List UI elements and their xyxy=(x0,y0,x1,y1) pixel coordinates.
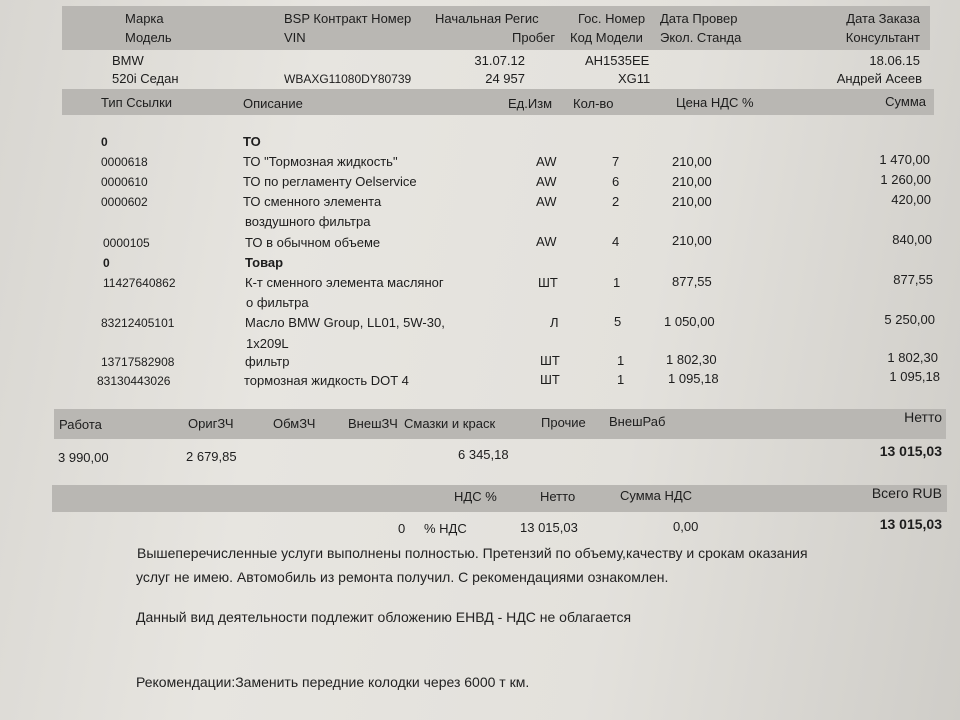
vehicle-model: 520i Седан xyxy=(112,71,179,86)
totals-smaz-value: 6 345,18 xyxy=(458,447,509,462)
totals-vneshrab-label: ВнешРаб xyxy=(609,414,666,429)
order-date: 18.06.15 xyxy=(869,53,920,68)
item-unit: AW xyxy=(536,174,557,189)
model-code-label: Код Модели xyxy=(570,30,643,45)
col-unit: Ед.Изм xyxy=(508,96,553,111)
item-price: 210,00 xyxy=(672,233,712,248)
item-unit: AW xyxy=(536,154,557,169)
item-unit: AW xyxy=(536,194,557,209)
item-desc-cont: о фильтра xyxy=(246,295,309,310)
statement-line-1: Вышеперечисленные услуги выполнены полностью. Претензий по объему,качеству и срокам оказания xyxy=(137,545,808,561)
totals-orig-label: ОригЗЧ xyxy=(188,416,234,431)
item-desc: К-т сменного элемента масляног xyxy=(245,275,444,290)
vat-total-label: Всего RUB xyxy=(871,485,942,501)
brand-label: Марка xyxy=(125,11,164,26)
consultant-name: Андрей Асеев xyxy=(836,71,922,86)
item-desc: ТО "Тормозная жидкость" xyxy=(243,154,398,169)
item-ref: 0000618 xyxy=(101,155,148,169)
vin-label: VIN xyxy=(284,30,306,45)
order-date-label: Дата Заказа xyxy=(846,11,920,26)
item-sum: 1 095,18 xyxy=(889,369,940,384)
item-unit: ШТ xyxy=(540,372,560,387)
col-sum: Сумма xyxy=(885,94,926,109)
item-price: 1 095,18 xyxy=(668,371,719,386)
item-price: 877,55 xyxy=(672,274,712,289)
item-sum: 840,00 xyxy=(892,232,932,247)
item-desc: Масло BMW Group, LL01, 5W-30, xyxy=(245,315,445,330)
totals-obm-label: ОбмЗЧ xyxy=(273,416,316,431)
col-qty: Кол-во xyxy=(573,96,614,111)
item-qty: 2 xyxy=(612,194,620,209)
item-sum: 1 260,00 xyxy=(880,172,931,187)
item-ref: 13717582908 xyxy=(101,355,175,369)
vat-pct-label: НДС % xyxy=(454,489,497,504)
eco-label: Экол. Станда xyxy=(660,30,742,45)
item-qty: 5 xyxy=(614,314,622,329)
item-price: 1 802,30 xyxy=(666,352,717,367)
item-desc: Товар xyxy=(245,255,284,270)
item-qty: 1 xyxy=(617,372,625,387)
totals-netto-value: 13 015,03 xyxy=(879,443,942,459)
item-sum: 420,00 xyxy=(891,192,931,207)
item-desc: ТО сменного элемента xyxy=(243,194,382,209)
totals-netto-label: Нетто xyxy=(904,409,942,425)
item-desc: ТО по регламенту Oelservice xyxy=(243,174,417,189)
item-price: 210,00 xyxy=(672,154,712,169)
item-ref: 0000610 xyxy=(101,175,148,189)
col-ref-type: Тип Ссылки xyxy=(101,95,173,110)
vehicle-plate: АН1535ЕЕ xyxy=(585,53,650,68)
totals-proch-label: Прочие xyxy=(541,415,586,430)
item-unit: AW xyxy=(536,234,557,249)
item-unit: Л xyxy=(550,315,559,330)
consultant-label: Консультант xyxy=(845,30,920,45)
tax-note: Данный вид деятельности подлежит обложению ЕНВД - НДС не облагается xyxy=(136,609,632,625)
plate-label: Гос. Номер xyxy=(578,11,646,26)
item-qty: 7 xyxy=(612,154,620,169)
totals-vnesh-label: ВнешЗЧ xyxy=(348,416,398,431)
item-sum: 1 470,00 xyxy=(879,152,930,167)
vehicle-first-reg: 31.07.12 xyxy=(474,53,525,68)
mileage-label: Пробег xyxy=(512,30,556,45)
item-price: 210,00 xyxy=(672,194,712,209)
vat-netto-label: Нетто xyxy=(540,489,576,504)
vehicle-vin: WBAXG11080DY80739 xyxy=(284,72,412,86)
item-ref: 0 xyxy=(103,256,110,270)
item-qty: 6 xyxy=(612,174,620,189)
first-reg-label: Начальная Регис xyxy=(435,11,539,26)
bsp-label: BSP Контракт Номер xyxy=(284,11,412,26)
item-desc: фильтр xyxy=(245,354,290,369)
vat-pct-value: 0 xyxy=(398,521,406,536)
item-desc: ТО xyxy=(243,134,261,149)
item-ref: 11427640862 xyxy=(103,276,176,290)
item-ref: 0000602 xyxy=(101,195,148,209)
col-price-vat: Цена НДС % xyxy=(676,95,754,110)
item-desc: тормозная жидкость DOT 4 xyxy=(244,373,409,388)
item-ref: 0 xyxy=(101,135,108,149)
vat-header-band xyxy=(52,485,947,512)
item-sum: 877,55 xyxy=(893,272,933,287)
vat-netto-value: 13 015,03 xyxy=(520,520,578,535)
totals-work-label: Работа xyxy=(59,417,102,432)
item-unit: ШТ xyxy=(538,275,558,290)
recommendation: Рекомендации:Заменить передние колодки через 6000 т км. xyxy=(136,674,530,690)
vehicle-brand: BMW xyxy=(112,53,144,68)
item-price: 210,00 xyxy=(672,174,712,189)
col-description: Описание xyxy=(243,96,303,111)
totals-orig-value: 2 679,85 xyxy=(186,449,237,464)
item-sum: 5 250,00 xyxy=(884,312,935,327)
item-ref: 83212405101 xyxy=(101,316,175,330)
item-ref: 0000105 xyxy=(103,236,150,250)
statement-line-2: услуг не имею. Автомобиль из ремонта получил. С рекомендациями ознакомлен. xyxy=(136,569,669,585)
inspection-label: Дата Провер xyxy=(660,11,738,26)
item-desc-cont: воздушного фильтра xyxy=(245,214,371,229)
item-sum: 1 802,30 xyxy=(887,350,938,365)
vat-total-value: 13 015,03 xyxy=(879,516,942,532)
items-header-band xyxy=(62,89,934,115)
item-qty: 4 xyxy=(612,234,620,249)
item-qty: 1 xyxy=(613,275,621,290)
vat-sum-value: 0,00 xyxy=(673,519,699,534)
vehicle-model-code: XG11 xyxy=(618,71,651,86)
vehicle-mileage: 24 957 xyxy=(485,71,525,86)
item-price: 1 050,00 xyxy=(664,314,715,329)
item-unit: ШТ xyxy=(540,353,560,368)
item-ref: 83130443026 xyxy=(97,374,171,388)
item-desc: ТО в обычном объеме xyxy=(245,235,381,250)
vat-pct-unit: % НДС xyxy=(424,521,467,536)
item-qty: 1 xyxy=(617,353,625,368)
totals-smaz-label: Смазки и краск xyxy=(404,416,496,431)
totals-work-value: 3 990,00 xyxy=(58,450,109,465)
vat-sum-label: Сумма НДС xyxy=(620,488,693,503)
model-label: Модель xyxy=(125,30,172,45)
item-desc-cont: 1x209L xyxy=(246,336,289,351)
